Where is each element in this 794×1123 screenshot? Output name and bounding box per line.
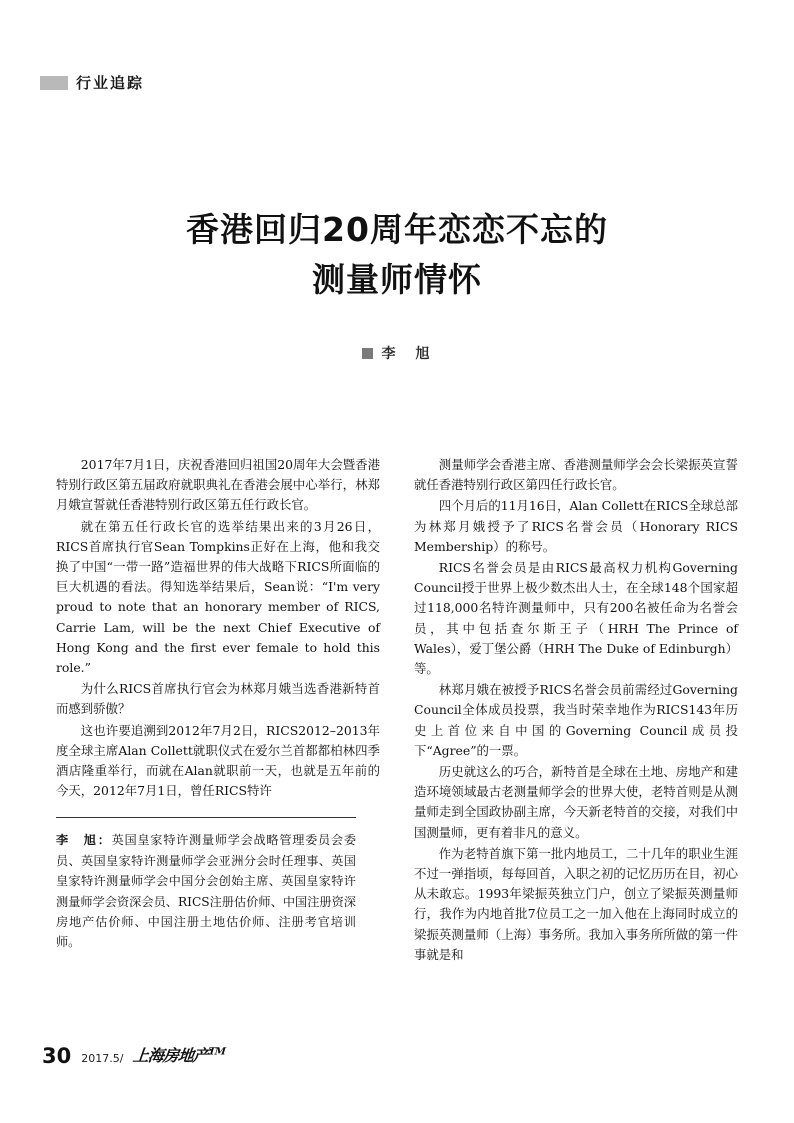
paragraph: 测量师学会香港主席、香港测量师学会会长梁振英宣誓就任香港特别行政区第四任行政长官。 (414, 457, 738, 493)
paragraph: 历史就这么的巧合，新特首是全球在土地、房地产和建造环境领域最古老测量师学会的世界大使，老特首则是从测量师走到全国政协副主席，今天新老特首的交接，对我们中国测量师，更有着非凡的意义。 (414, 764, 738, 840)
title-block (0, 205, 794, 363)
paragraph: 四个月后的11月16日，Alan Collett在RICS全球总部为林郑月娥授予了RICS名誉会员（Honorary RICS Membership）的称号。 (414, 498, 738, 554)
author-bio-body: 英国皇家特许测量师学会战略管理委员会委员、英国皇家特许测量师学会亚洲分会时任理事、英国皇家特许测量师学会中国分会创始主席、英国皇家特许测量师学会资深会员、RICS注册估价师、中国注册资深房地产估价师、中国注册土地估价师、注册考官培训师。 (56, 833, 357, 950)
author-bio-text (56, 830, 356, 952)
paragraph: 为什么RICS首席执行官会为林郑月娥当选香港新特首而感到骄傲？ (56, 681, 380, 717)
article-body (56, 455, 738, 966)
paragraph: 作为老特首旗下第一批内地员工，二十几年的职业生涯不过一弹指顷，每每回首，入职之初的记忆历历在目，初心从未敢忘。1993年梁振英独立门户，创立了梁振英测量师行，我作为内地首批7位员工之一加入他在上海同时成立的梁振英测量师（上海）事务所。我加入事务所所做的第一件事就是和 (414, 845, 738, 962)
paragraph: 这也许要追溯到2012年7月2日，RICS2012–2013年度全球主席Alan Collett就职仪式在爱尔兰首都都柏林四季酒店隆重举行，而就在Alan就职前一天，也就是五年前的今天，2012年7月1日，曾任RICS特许 (56, 722, 380, 799)
magazine-logo (132, 1043, 226, 1067)
column-left (56, 455, 380, 966)
byline-mark-icon (362, 348, 373, 359)
paragraph: 就在第五任行政长官的选举结果出来的3月26日，RICS首席执行官Sean Tompkins正好在上海，他和我交换了中国“一带一路”造福世界的伟大战略下RICS所面临的巨大机遇的看法。得知选举结果后，Sean说：“I'm very proud to note that an honorary member of RICS, Carrie Lam, will be the next Chief Executive of Hong Kong and the first ever female to hold this role.” (56, 518, 380, 676)
page-number: 30 (42, 1044, 72, 1068)
page-footer (42, 1043, 225, 1067)
paragraph: 2017年7月1日，庆祝香港回归祖国20周年大会暨香港特别行政区第五届政府就职典礼在香港会展中心举行，林郑月娥宣誓就任香港特别行政区第五任行政长官。 (56, 457, 380, 513)
column-right (414, 455, 738, 966)
page-title-line-2: 测量师情怀 (312, 260, 482, 299)
issue-date: 2017.5/ (81, 1052, 124, 1065)
magazine-logo-superscript: TM (208, 1046, 226, 1058)
paragraph: 林郑月娥在被授予RICS名誉会员前需经过Governing Council全体成员投票，我当时荣幸地作为RICS143年历史上首位来自中国的Governing Council成员投下“Agree”的一票。 (414, 682, 738, 758)
byline-author: 李 旭 (381, 346, 433, 362)
byline (0, 343, 794, 363)
running-head-label: 行业追踪 (76, 74, 145, 92)
magazine-logo-text: 上海房地产 (132, 1046, 210, 1065)
paragraph: RICS名誉会员是由RICS最高权力机构Governing Council授于世界上极少数杰出人士，在全球148个国家超过118,000名特许测量师中，只有200名被任命为名誉会员，其中包括查尔斯王子（HRH The Prince of Wales），爱丁堡公爵（HRH The Duke of Edinburgh）等。 (414, 560, 738, 677)
running-head-mark (40, 76, 68, 90)
author-bio (56, 817, 356, 952)
author-bio-name: 李 旭： (56, 833, 112, 848)
running-head (40, 72, 144, 93)
page-title-line-1: 香港回归20周年恋恋不忘的 (186, 210, 608, 249)
